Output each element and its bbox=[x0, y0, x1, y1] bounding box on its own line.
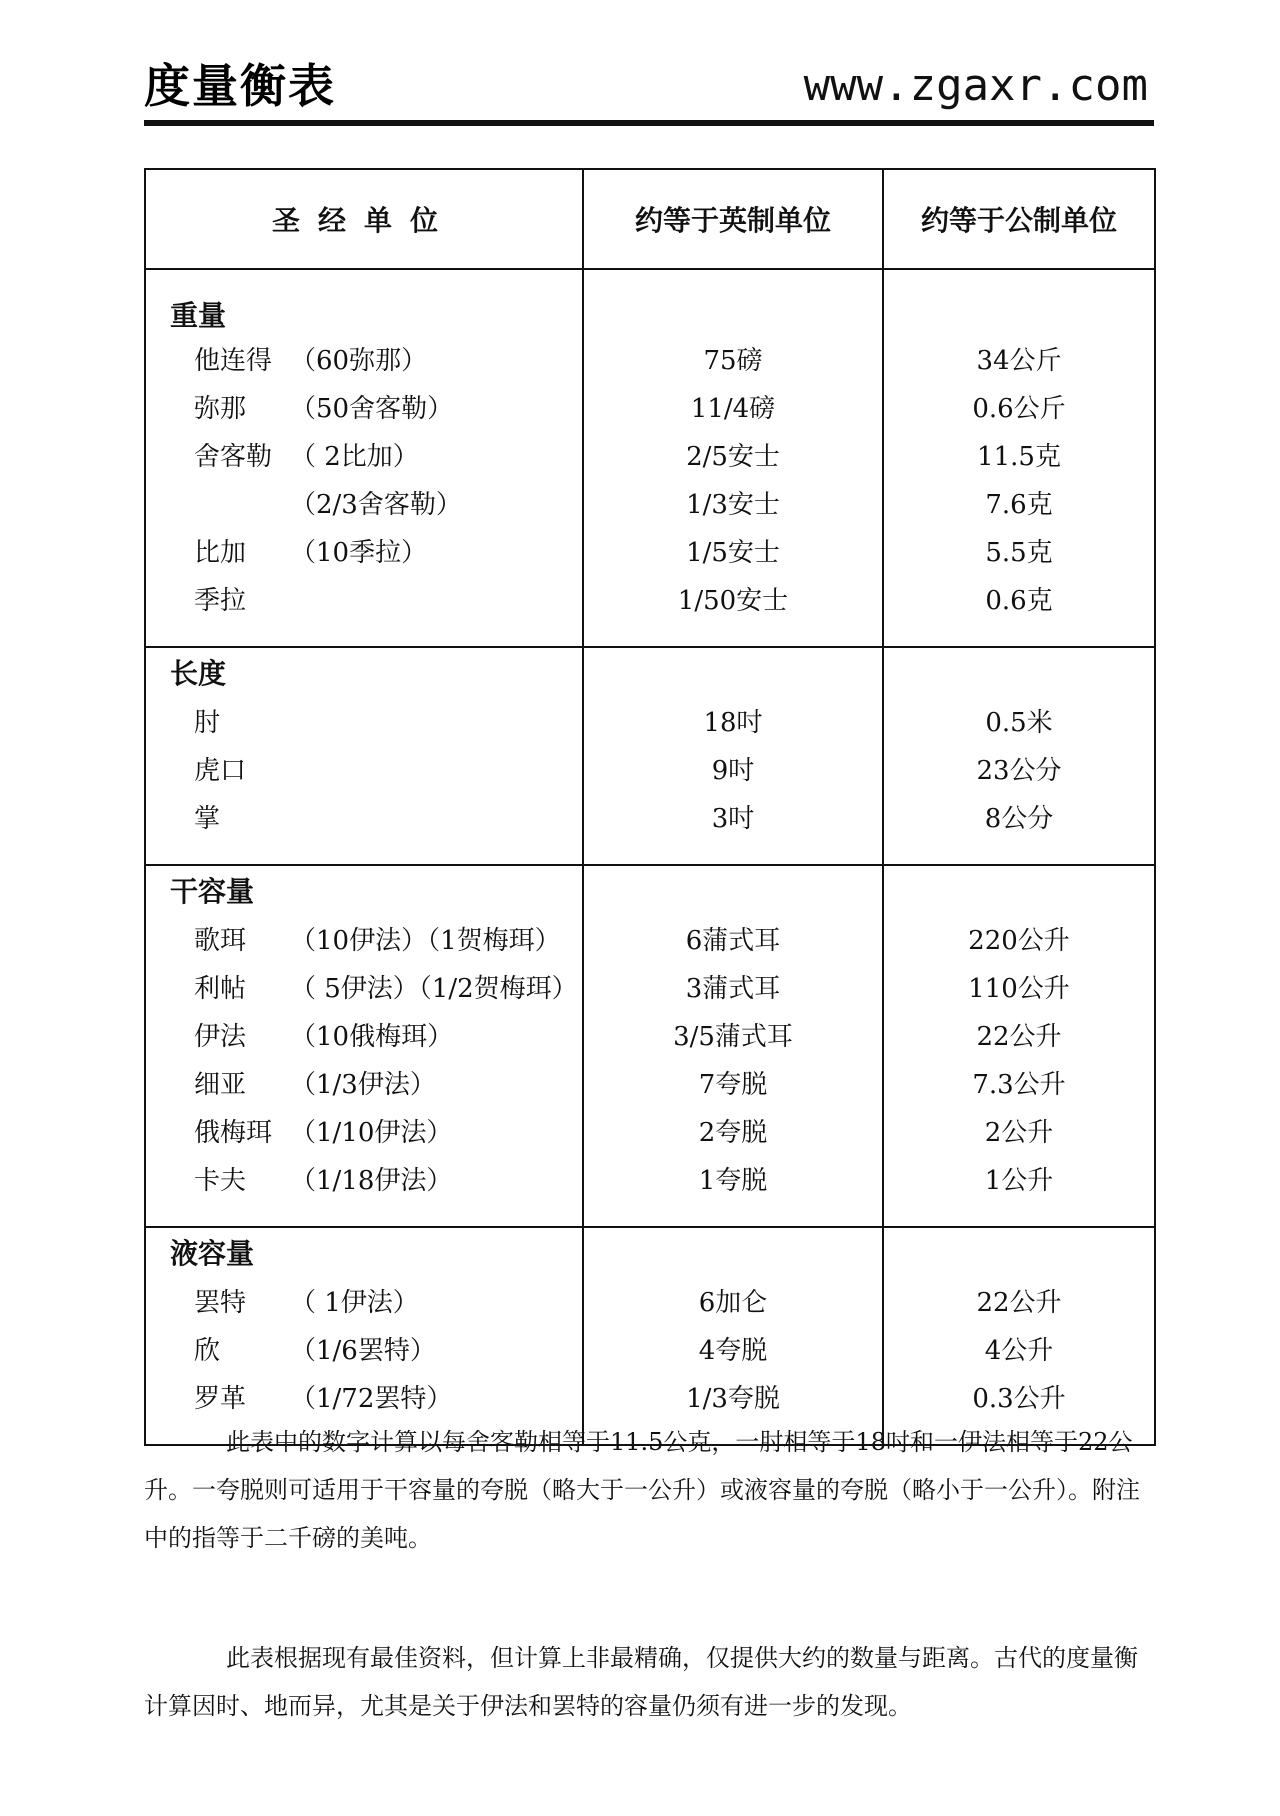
empty-cell bbox=[583, 269, 883, 334]
header-rule bbox=[144, 120, 1154, 126]
metric-value: 0.6公斤 bbox=[883, 382, 1155, 430]
unit-name: 俄梅珥 bbox=[194, 1117, 273, 1148]
page-title: 度量衡表 bbox=[144, 59, 336, 113]
metric-value: 22公升 bbox=[883, 1276, 1155, 1324]
unit-cell bbox=[145, 334, 583, 382]
table-row bbox=[145, 1010, 1155, 1058]
metric-value: 0.6克 bbox=[883, 574, 1155, 647]
unit-cell bbox=[145, 744, 583, 792]
imperial-value: 4夸脱 bbox=[583, 1324, 883, 1372]
category-label: 重量 bbox=[145, 269, 583, 334]
unit-note: （10俄梅珥） bbox=[290, 1021, 454, 1052]
unit-cell bbox=[145, 1154, 583, 1227]
unit-cell bbox=[145, 574, 583, 647]
unit-note: （50舍客勒） bbox=[290, 393, 454, 424]
table-row bbox=[145, 744, 1155, 792]
table-row bbox=[145, 1154, 1155, 1227]
metric-value: 11.5克 bbox=[883, 430, 1155, 478]
unit-name: 伊法 bbox=[194, 1021, 247, 1052]
unit-cell bbox=[145, 382, 583, 430]
site-url: www.zgaxr.com bbox=[803, 60, 1148, 111]
unit-note: （60弥那） bbox=[290, 345, 428, 376]
imperial-value: 11/4磅 bbox=[583, 382, 883, 430]
unit-note: （ 2比加） bbox=[290, 441, 419, 472]
unit-cell bbox=[145, 1106, 583, 1154]
unit-name: 细亚 bbox=[194, 1069, 247, 1100]
category-label: 长度 bbox=[145, 647, 583, 696]
unit-name: 歌珥 bbox=[194, 925, 247, 956]
imperial-value: 75磅 bbox=[583, 334, 883, 382]
table-row bbox=[145, 478, 1155, 526]
empty-cell bbox=[583, 647, 883, 696]
unit-cell bbox=[145, 430, 583, 478]
imperial-value: 1/3安士 bbox=[583, 478, 883, 526]
table-row bbox=[145, 962, 1155, 1010]
imperial-value: 3/5蒲式耳 bbox=[583, 1010, 883, 1058]
unit-note: （1/3伊法） bbox=[290, 1069, 436, 1100]
metric-value: 8公分 bbox=[883, 792, 1155, 865]
metric-value: 2公升 bbox=[883, 1106, 1155, 1154]
imperial-value: 3蒲式耳 bbox=[583, 962, 883, 1010]
metric-value: 110公升 bbox=[883, 962, 1155, 1010]
header-metric-unit: 约等于公制单位 bbox=[883, 169, 1155, 269]
unit-name: 他连得 bbox=[194, 345, 273, 376]
metric-value: 0.5米 bbox=[883, 696, 1155, 744]
imperial-value: 7夸脱 bbox=[583, 1058, 883, 1106]
table-row bbox=[145, 574, 1155, 647]
unit-name: 虎口 bbox=[194, 755, 247, 786]
category-row bbox=[145, 269, 1155, 334]
metric-value: 7.6克 bbox=[883, 478, 1155, 526]
unit-cell bbox=[145, 478, 583, 526]
page-header bbox=[144, 50, 1154, 120]
unit-cell bbox=[145, 1276, 583, 1324]
header-imperial-unit: 约等于英制单位 bbox=[583, 169, 883, 269]
table-row bbox=[145, 430, 1155, 478]
table-row bbox=[145, 914, 1155, 962]
unit-cell bbox=[145, 962, 583, 1010]
unit-cell bbox=[145, 526, 583, 574]
unit-name: 比加 bbox=[194, 537, 247, 568]
metric-value: 5.5克 bbox=[883, 526, 1155, 574]
metric-value: 220公升 bbox=[883, 914, 1155, 962]
imperial-value: 6蒲式耳 bbox=[583, 914, 883, 962]
unit-name: 掌 bbox=[194, 803, 221, 834]
imperial-value: 1/50安士 bbox=[583, 574, 883, 647]
table-row bbox=[145, 526, 1155, 574]
imperial-value: 2/5安士 bbox=[583, 430, 883, 478]
category-row bbox=[145, 1227, 1155, 1276]
table-header-row bbox=[145, 169, 1155, 269]
category-label: 干容量 bbox=[145, 865, 583, 914]
table-row bbox=[145, 1058, 1155, 1106]
empty-cell bbox=[883, 1227, 1155, 1276]
unit-note: （10季拉） bbox=[290, 537, 428, 568]
metric-value: 4公升 bbox=[883, 1324, 1155, 1372]
unit-name: 季拉 bbox=[194, 585, 247, 616]
category-row bbox=[145, 647, 1155, 696]
unit-name: 欣 bbox=[194, 1335, 221, 1366]
empty-cell bbox=[583, 1227, 883, 1276]
unit-note: （1/10伊法） bbox=[290, 1117, 453, 1148]
empty-cell bbox=[883, 647, 1155, 696]
metric-value: 23公分 bbox=[883, 744, 1155, 792]
empty-cell bbox=[583, 865, 883, 914]
unit-name: 舍客勒 bbox=[194, 441, 273, 472]
unit-cell bbox=[145, 696, 583, 744]
table-row bbox=[145, 382, 1155, 430]
table-row bbox=[145, 792, 1155, 865]
imperial-value: 1/5安士 bbox=[583, 526, 883, 574]
unit-name: 罢特 bbox=[194, 1287, 247, 1318]
table-row bbox=[145, 334, 1155, 382]
imperial-value: 6加仑 bbox=[583, 1276, 883, 1324]
category-row bbox=[145, 865, 1155, 914]
metric-value: 22公升 bbox=[883, 1010, 1155, 1058]
imperial-value: 1/3夸脱 bbox=[583, 1372, 883, 1445]
footnote-1: 此表中的数字计算以每舍客勒相等于11.5公克，一肘相等于18吋和一伊法相等于22公升。一夸脱则可适用于干容量的夸脱（略大于一公升）或液容量的夸脱（略小于一公升）。附注中的指等于二千磅的美吨。 bbox=[144, 1428, 1140, 1552]
unit-cell bbox=[145, 914, 583, 962]
unit-note: （1/6罢特） bbox=[290, 1335, 436, 1366]
unit-cell bbox=[145, 1058, 583, 1106]
unit-note: （10伊法）（1贺梅珥） bbox=[290, 925, 561, 956]
imperial-value: 3吋 bbox=[583, 792, 883, 865]
empty-cell bbox=[883, 269, 1155, 334]
imperial-value: 9吋 bbox=[583, 744, 883, 792]
unit-cell bbox=[145, 1010, 583, 1058]
unit-name: 肘 bbox=[194, 707, 221, 738]
unit-cell bbox=[145, 792, 583, 865]
header-biblical-unit: 圣经单位 bbox=[145, 169, 583, 269]
metric-value: 1公升 bbox=[883, 1154, 1155, 1227]
unit-name: 罗革 bbox=[194, 1383, 247, 1414]
metric-value: 7.3公升 bbox=[883, 1058, 1155, 1106]
imperial-value: 2夸脱 bbox=[583, 1106, 883, 1154]
metric-value: 34公斤 bbox=[883, 334, 1155, 382]
unit-name: 弥那 bbox=[194, 393, 247, 424]
unit-note: （ 1伊法） bbox=[290, 1287, 419, 1318]
table-row bbox=[145, 1106, 1155, 1154]
table-row bbox=[145, 696, 1155, 744]
unit-cell bbox=[145, 1324, 583, 1372]
table-row bbox=[145, 1324, 1155, 1372]
metric-value: 0.3公升 bbox=[883, 1372, 1155, 1445]
unit-note: （ 5伊法）（1/2贺梅珥） bbox=[290, 973, 578, 1004]
empty-cell bbox=[883, 865, 1155, 914]
table-body bbox=[145, 269, 1155, 1445]
unit-note: （2/3舍客勒） bbox=[290, 489, 462, 520]
measures-table bbox=[144, 168, 1156, 1446]
table-row bbox=[145, 1276, 1155, 1324]
unit-note: （1/18伊法） bbox=[290, 1165, 453, 1196]
category-label: 液容量 bbox=[145, 1227, 583, 1276]
imperial-value: 18吋 bbox=[583, 696, 883, 744]
unit-note: （1/72罢特） bbox=[290, 1383, 453, 1414]
footnote-2: 此表根据现有最佳资料，但计算上非最精确，仅提供大约的数量与距离。古代的度量衡计算因时、地而异，尤其是关于伊法和罢特的容量仍须有进一步的发现。 bbox=[144, 1644, 1138, 1720]
unit-name: 卡夫 bbox=[194, 1165, 247, 1196]
unit-name: 利帖 bbox=[194, 973, 247, 1004]
imperial-value: 1夸脱 bbox=[583, 1154, 883, 1227]
